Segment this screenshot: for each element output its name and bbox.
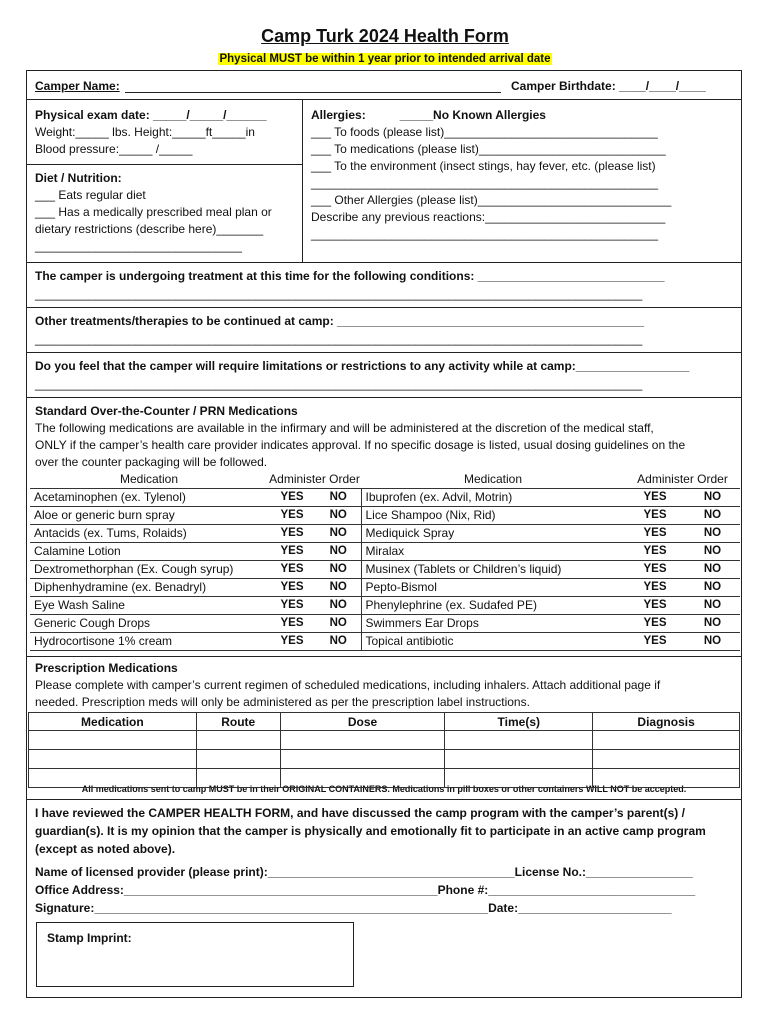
environment-allergies-blank[interactable]: ____________________________________________________: [311, 176, 659, 190]
otc-no-option[interactable]: NO: [316, 542, 361, 560]
stamp-imprint-area[interactable]: [36, 922, 354, 987]
otc-medication-name: Diphenhydramine (ex. Benadryl): [30, 578, 268, 596]
prescription-cell[interactable]: [29, 769, 197, 788]
otc-table-row: [30, 542, 740, 560]
otc-no-option[interactable]: NO: [316, 596, 361, 614]
otc-table-row: [30, 614, 740, 632]
otc-medication-name: Ibuprofen (ex. Advil, Motrin): [361, 488, 625, 506]
highlighted-notice: Physical MUST be within 1 year prior to intended arrival date: [219, 53, 551, 65]
otc-no-option[interactable]: NO: [685, 524, 740, 542]
otc-no-option[interactable]: NO: [685, 596, 740, 614]
physical-section: [35, 107, 267, 158]
limitations-box: [26, 352, 742, 398]
medication-allergies-field[interactable]: ___ To medications (please list)____________________________: [311, 142, 666, 156]
otc-table-row: [30, 524, 740, 542]
otc-no-option[interactable]: NO: [316, 506, 361, 524]
prescription-column-header: Route: [196, 713, 280, 731]
prescription-column-header: Diagnosis: [593, 713, 740, 731]
otc-yes-option[interactable]: YES: [268, 632, 316, 650]
prescription-cell[interactable]: [196, 750, 280, 769]
allergies-section: [311, 107, 671, 243]
otc-table-row: [30, 506, 740, 524]
camper-info-box: [26, 70, 742, 100]
otc-yes-option[interactable]: YES: [268, 560, 316, 578]
prescription-table-row: [29, 750, 740, 769]
otc-medication-name: Swimmers Ear Drops: [361, 614, 625, 632]
otc-no-option[interactable]: NO: [316, 578, 361, 596]
prescription-intro-line-2: needed. Prescription meds will only be administered as per the prescription label instructions.: [35, 695, 530, 709]
otc-order-header-right: Administer Order: [637, 472, 728, 487]
prescription-table: [28, 712, 740, 788]
otc-no-option[interactable]: NO: [685, 614, 740, 632]
otc-yes-option[interactable]: YES: [268, 506, 316, 524]
otc-medication-name: Acetaminophen (ex. Tylenol): [30, 488, 268, 506]
otc-intro-line-2: ONLY if the camper’s health care provider indicates approval. If no specific dosage is listed, usual dosing guidelines on the: [35, 438, 686, 452]
otc-medication-name: Musinex (Tablets or Children’s liquid): [361, 560, 625, 578]
prescription-table-row: [29, 769, 740, 788]
prescription-cell[interactable]: [445, 750, 593, 769]
therapies-blank[interactable]: ___________________________________________________________________________________________: [35, 332, 643, 346]
provider-statement-line-2: guardian(s). It is my opinion that the camper is physically and emotionally fit to participate in an active camp program: [35, 824, 706, 838]
weight-height-field[interactable]: Weight:_____ lbs. Height:_____ft_____in: [35, 125, 255, 139]
otc-yes-option[interactable]: YES: [625, 542, 685, 560]
otc-medication-name: Hydrocortisone 1% cream: [30, 632, 268, 650]
prescription-column-header: Dose: [280, 713, 445, 731]
stamp-imprint-label: Stamp Imprint:: [47, 931, 132, 945]
otc-table-row: [30, 578, 740, 596]
prescription-cell[interactable]: [196, 731, 280, 750]
therapies-field[interactable]: Other treatments/therapies to be continued at camp: ______________________________________________: [35, 314, 645, 328]
diet-section: [35, 170, 272, 255]
treatment-conditions-box: [26, 262, 742, 308]
otc-medication-name: Calamine Lotion: [30, 542, 268, 560]
otc-medication-name: Pepto-Bismol: [361, 578, 625, 596]
therapies-box: [26, 307, 742, 353]
otc-yes-option[interactable]: YES: [268, 488, 316, 506]
otc-yes-option[interactable]: YES: [625, 596, 685, 614]
otc-no-option[interactable]: NO: [316, 614, 361, 632]
treatment-conditions-field[interactable]: The camper is undergoing treatment at this time for the following conditions: ____________________________: [35, 269, 665, 283]
otc-medication-name: Antacids (ex. Tums, Rolaids): [30, 524, 268, 542]
otc-no-option[interactable]: NO: [316, 632, 361, 650]
otc-medication-name: Phenylephrine (ex. Sudafed PE): [361, 596, 625, 614]
diet-blank-line[interactable]: _______________________________: [35, 239, 242, 253]
otc-no-option[interactable]: NO: [685, 488, 740, 506]
prescription-column-header: Medication: [29, 713, 197, 731]
previous-reactions-blank[interactable]: ____________________________________________________: [311, 227, 659, 241]
otc-table-row: [30, 488, 740, 506]
otc-yes-option[interactable]: YES: [268, 614, 316, 632]
otc-table-row: [30, 632, 740, 650]
otc-no-option[interactable]: NO: [316, 524, 361, 542]
otc-yes-option[interactable]: YES: [625, 524, 685, 542]
prescription-column-header: Time(s): [445, 713, 593, 731]
otc-title: Standard Over-the-Counter / PRN Medications: [35, 404, 298, 418]
form-title: Camp Turk 2024 Health Form: [261, 26, 509, 46]
prescription-cell[interactable]: [280, 769, 445, 788]
otc-yes-option[interactable]: YES: [625, 560, 685, 578]
otc-yes-option[interactable]: YES: [625, 488, 685, 506]
otc-yes-option[interactable]: YES: [625, 578, 685, 596]
treatment-conditions-blank[interactable]: ___________________________________________________________________________________________: [35, 287, 643, 301]
otc-medication-name: Miralax: [361, 542, 625, 560]
prescription-intro-line-1: Please complete with camper’s current regimen of scheduled medications, including inhalers. Attach additional page if: [35, 678, 661, 692]
otc-yes-option[interactable]: YES: [625, 632, 685, 650]
otc-medication-header-left: Medication: [119, 472, 179, 487]
otc-no-option[interactable]: NO: [685, 506, 740, 524]
otc-yes-option[interactable]: YES: [625, 614, 685, 632]
diet-prescribed-option[interactable]: ___ Has a medically prescribed meal plan or: [35, 205, 272, 219]
signature-date-field[interactable]: Signature:___________________________________________________________Date:_______________________: [35, 901, 672, 915]
food-allergies-field[interactable]: ___ To foods (please list)________________________________: [311, 125, 658, 139]
otc-intro-line-1: The following medications are available in the infirmary and will be administered at the discretion of the medical staff,: [35, 421, 654, 435]
otc-no-option[interactable]: NO: [685, 542, 740, 560]
form-subtitle: [0, 51, 770, 65]
limitations-blank[interactable]: ___________________________________________________________________________________________: [35, 377, 643, 391]
otc-yes-option[interactable]: YES: [268, 542, 316, 560]
otc-order-header-left: Administer Order: [269, 472, 360, 487]
otc-no-option[interactable]: NO: [685, 578, 740, 596]
prescription-cell[interactable]: [445, 731, 593, 750]
other-allergies-field[interactable]: ___ Other Allergies (please list)_____________________________: [311, 193, 672, 207]
otc-medication-name: Topical antibiotic: [361, 632, 625, 650]
otc-yes-option[interactable]: YES: [268, 578, 316, 596]
otc-medication-name: Eye Wash Saline: [30, 596, 268, 614]
camper-birthdate-field[interactable]: Camper Birthdate: ____/____/____: [511, 79, 706, 93]
provider-name-license-field[interactable]: Name of licensed provider (please print):_____________________________________License No.:________________: [35, 865, 693, 879]
otc-no-option[interactable]: NO: [316, 488, 361, 506]
office-address-phone-field[interactable]: Office Address:_______________________________________________Phone #:_______________________________: [35, 883, 696, 897]
otc-no-option[interactable]: NO: [316, 560, 361, 578]
environment-allergies-field[interactable]: ___ To the environment (insect stings, hay fever, etc. (please list): [311, 159, 656, 173]
otc-yes-option[interactable]: YES: [268, 596, 316, 614]
otc-medication-name: Dextromethorphan (Ex. Cough syrup): [30, 560, 268, 578]
otc-table-row: [30, 596, 740, 614]
camper-name-field[interactable]: Camper Name:: [35, 79, 120, 93]
otc-medications-table: [30, 471, 740, 651]
otc-medication-name: Generic Cough Drops: [30, 614, 268, 632]
otc-medication-name: Mediquick Spray: [361, 524, 625, 542]
prescription-cell[interactable]: [593, 769, 740, 788]
physical-allergies-box: [26, 99, 742, 263]
diet-title: Diet / Nutrition:: [35, 171, 122, 185]
prescription-cell[interactable]: [280, 750, 445, 769]
prescription-cell[interactable]: [280, 731, 445, 750]
prescription-cell[interactable]: [196, 769, 280, 788]
limitations-field[interactable]: Do you feel that the camper will require limitations or restrictions to any activity while at camp:_________________: [35, 359, 690, 373]
provider-statement-line-3: (except as noted above).: [35, 842, 176, 856]
otc-no-option[interactable]: NO: [685, 632, 740, 650]
exam-date-field[interactable]: Physical exam date: _____/_____/______: [35, 108, 267, 122]
otc-table-row: [30, 560, 740, 578]
no-known-allergies-option[interactable]: _____No Known Allergies: [399, 108, 546, 122]
otc-medication-name: Lice Shampoo (Nix, Rid): [361, 506, 625, 524]
prescription-title: Prescription Medications: [35, 661, 178, 675]
previous-reactions-field[interactable]: Describe any previous reactions:___________________________: [311, 210, 666, 224]
prescription-cell[interactable]: [445, 769, 593, 788]
prescription-cell[interactable]: [593, 731, 740, 750]
otc-intro-line-3: over the counter packaging will be followed.: [35, 455, 268, 469]
diet-restrictions-field[interactable]: dietary restrictions (describe here)_______: [35, 222, 264, 236]
otc-medication-header-right: Medication: [463, 472, 523, 487]
prescription-cell[interactable]: [593, 750, 740, 769]
original-containers-note: All medications sent to camp MUST be in their ORIGINAL CONTAINERS. Medications in pill boxes or other containers WILL NOT be accepted.: [81, 784, 687, 794]
diet-regular-option[interactable]: ___ Eats regular diet: [35, 188, 146, 202]
prescription-table-row: [29, 731, 740, 750]
otc-no-option[interactable]: NO: [685, 560, 740, 578]
otc-yes-option[interactable]: YES: [268, 524, 316, 542]
provider-statement-line-1: I have reviewed the CAMPER HEALTH FORM, and have discussed the camp program with the camper’s parent(s) /: [35, 806, 685, 820]
allergies-title: Allergies:: [311, 108, 366, 122]
blood-pressure-field[interactable]: Blood pressure:_____ /_____: [35, 142, 193, 156]
otc-yes-option[interactable]: YES: [625, 506, 685, 524]
prescription-cell[interactable]: [29, 731, 197, 750]
otc-medication-name: Aloe or generic burn spray: [30, 506, 268, 524]
prescription-cell[interactable]: [29, 750, 197, 769]
